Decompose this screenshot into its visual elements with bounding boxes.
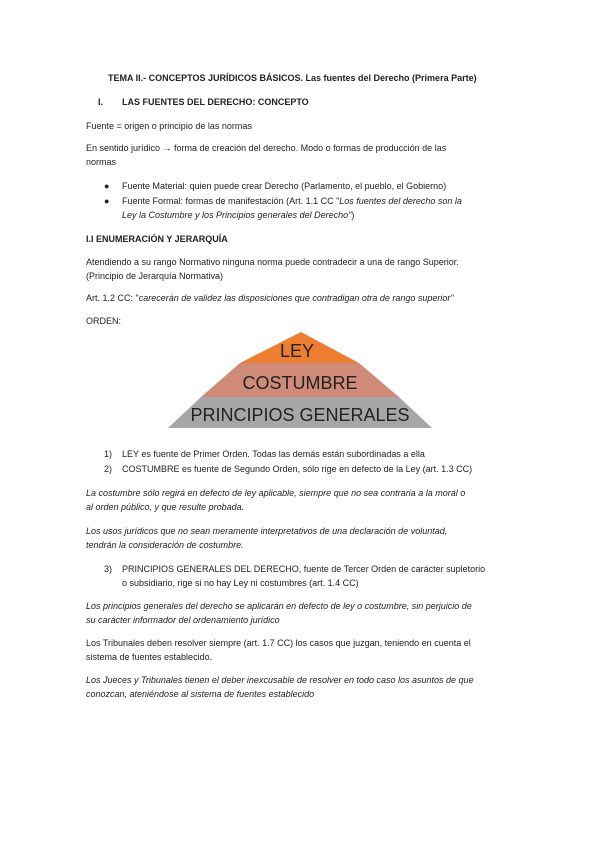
principios-note-line1: Los principios generales del derecho se aplicarán en defecto de ley o costumbre, sin perjuicio de [86,601,472,611]
list-item-principios-line1: PRINCIPIOS GENERALES DEL DERECHO, fuente de Tercer Orden de carácter supletorio [122,564,486,574]
usos-note-line1: Los usos jurídicos que no sean meramente interpretativos de una declaración de voluntad, [86,526,448,536]
list-number: 3) [104,564,113,574]
tribunales-paragraph-line2: sistema de fuentes establecido. [86,652,213,662]
pyramid-label-costumbre: COSTUMBRE [242,373,358,393]
list-number: 2) [104,464,113,474]
sense-paragraph-line2: normas [86,157,117,167]
principios-note-line2: su carácter informador del ordenamiento jurídico [86,615,280,625]
list-item-ley: LEY es fuente de Primer Orden. Todas las demás están subordinadas a ella [122,449,425,459]
pyramid-label-ley: LEY [279,341,315,361]
orden-label: ORDEN: [86,316,122,326]
list-number: 1) [104,449,113,459]
jueces-note-line1: Los Jueces y Tribunales tienen el deber inexcusable de resolver en todo caso los asuntos de que [86,675,474,685]
hierarchy-paragraph-line2: (Principio de Jerarquía Normativa) [86,271,224,281]
bullet-formal-line2: Ley la Costumbre y los Principios generales del Derecho") [122,210,355,220]
bullet-formal-line1: Fuente Formal: formas de manifestación (Art. 1.1 CC "Los fuentes del derecho son la [122,196,462,206]
art-1-2-quote: Art. 1.2 CC: "carecerán de validez las disposiciones que contradigan otra de rango superior" [86,293,454,303]
jueces-note-line2: conozcan, ateniéndose al sistema de fuentes establecido [86,689,315,699]
bullet-material: Fuente Material: quien puede crear Derecho (Parlamento, el pueblo, el Gobierno) [122,181,447,191]
costumbre-note-line2: al orden público, y que resulte probada. [86,502,245,512]
costumbre-note-line1: La costumbre sólo regirá en defecto de ley aplicable, siempre que no sea contraria a la moral o [86,488,466,498]
list-item-principios-line2: o subsidiario, rige si no hay Ley ni costumbres (art. 1.4 CC) [122,578,359,588]
sense-paragraph-line1: En sentido jurídico → forma de creación del derecho. Modo o formas de producción de las [86,143,447,153]
tribunales-paragraph-line1: Los Tribunales deben resolver siempre (art. 1.7 CC) los casos que juzgan, teniendo en cuenta el [86,638,471,648]
pyramid-label-principios: PRINCIPIOS GENERALES [190,405,410,425]
usos-note-line2: tendrán la consideración de costumbre. [86,540,244,550]
section-number: I. [98,97,104,107]
page-title: TEMA II.- CONCEPTOS JURÍDICOS BÁSICOS. Las fuentes del Derecho (Primera Parte) [108,73,477,83]
list-item-costumbre: COSTUMBRE es fuente de Segundo Orden, sólo rige en defecto de la Ley (art. 1.3 CC) [122,464,473,474]
section-heading: LAS FUENTES DEL DERECHO: CONCEPTO [122,97,309,107]
bullet-dot-icon: ● [104,196,110,206]
hierarchy-paragraph-line1: Atendiendo a su rango Normativo ninguna norma puede contradecir a una de rango Superior. [86,257,459,267]
subsection-heading: I.I ENUMERACIÓN Y JERARQUÍA [86,234,228,244]
bullet-dot-icon: ● [104,181,110,191]
definition-text: Fuente = origen o principio de las normas [86,121,252,131]
